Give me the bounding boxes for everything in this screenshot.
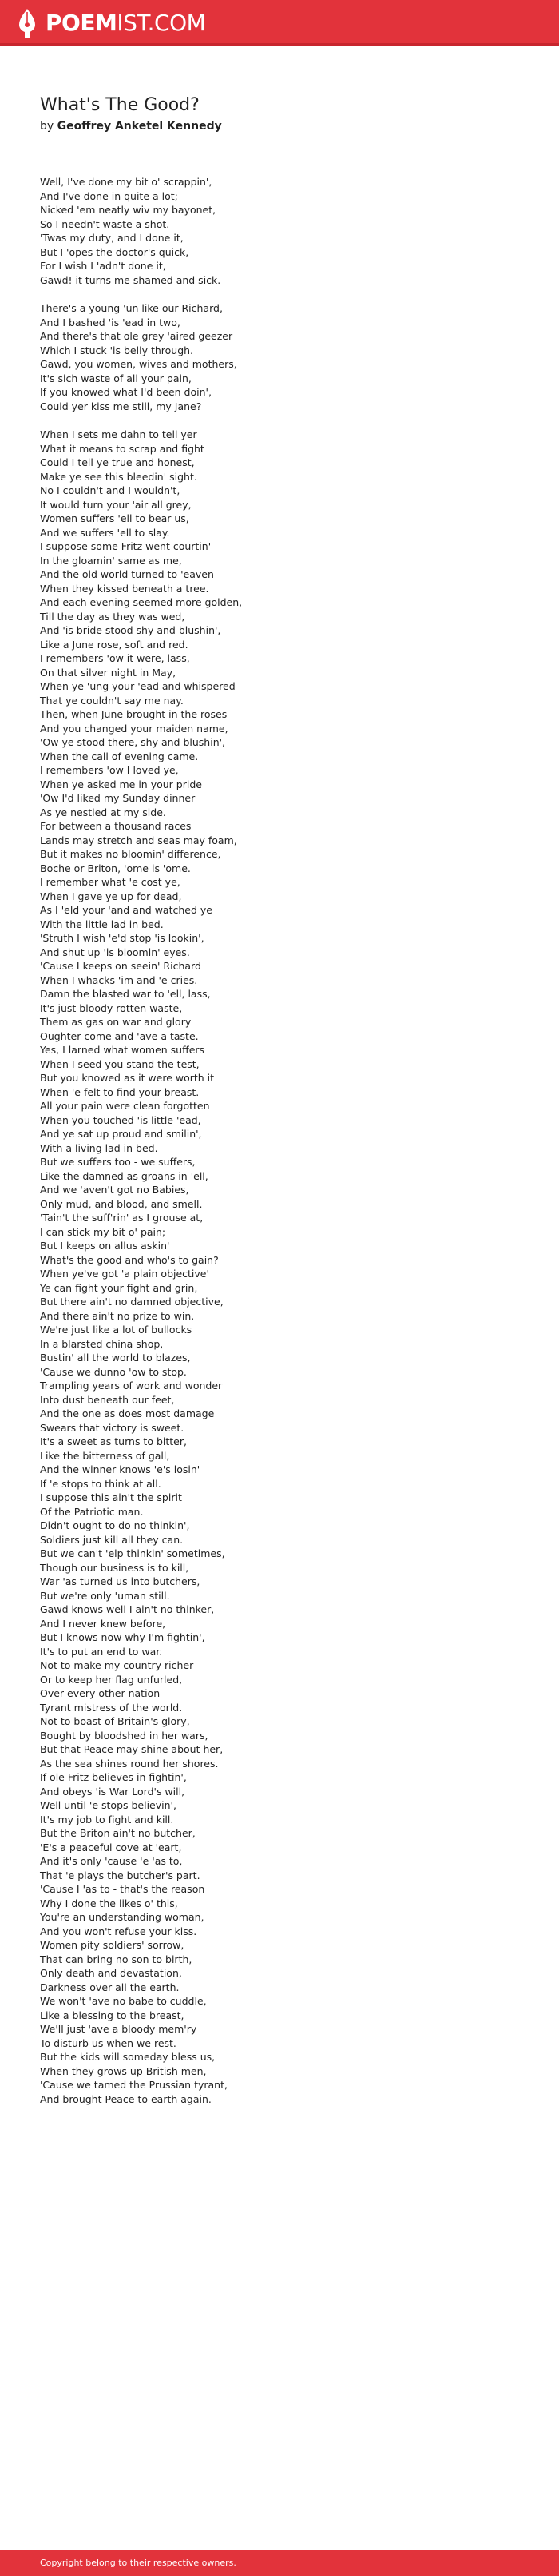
poem-line: I remember what 'e cost ye, xyxy=(40,876,180,888)
poem-line: Like the damned as groans in 'ell, xyxy=(40,1169,208,1182)
poem-line: But it makes no bloomin' difference, xyxy=(40,848,221,860)
poem-line: Into dust beneath our feet, xyxy=(40,1393,175,1406)
poem-line: 'Cause I 'as to - that's the reason xyxy=(40,1883,205,1895)
poem-line: That ye couldn't say me nay. xyxy=(40,694,184,707)
poem-line: 'Twas my duty, and I done it, xyxy=(40,232,184,244)
poem-line: All your pain were clean forgotten xyxy=(40,1100,210,1112)
poem-line: 'Struth I wish 'e'd stop 'is lookin', xyxy=(40,932,204,944)
poem-line: That 'e plays the butcher's part. xyxy=(40,1869,200,1881)
poem-line: We'll just 'ave a bloody mem'ry xyxy=(40,2023,197,2035)
poem-line: We're just like a lot of bullocks xyxy=(40,1324,192,1336)
poem-line: And there's that ole grey 'aired geezer xyxy=(40,330,233,342)
poem-line: When the call of evening came. xyxy=(40,750,199,762)
poem-line: With the little lad in bed. xyxy=(40,918,164,930)
poem-line: Like the bitterness of gall, xyxy=(40,1449,170,1462)
poem-line: Gawd knows well I ain't no thinker, xyxy=(40,1603,215,1615)
poem-line: I suppose this ain't the spirit xyxy=(40,1491,182,1503)
poem-line: Darkness over all the earth. xyxy=(40,1981,180,1993)
poem-line: As ye nestled at my side. xyxy=(40,806,166,818)
poem-line: It's sich waste of all your pain, xyxy=(40,372,192,384)
logo-text-light: IST.COM xyxy=(117,10,206,36)
fountain-pen-nib-icon xyxy=(17,8,38,38)
poem-line: 'Ow ye stood there, shy and blushin', xyxy=(40,736,226,748)
poem-line: Could I tell ye true and honest, xyxy=(40,456,195,468)
poem-line: Bustin' all the world to blazes, xyxy=(40,1352,191,1364)
poem-line: When I gave ye up for dead, xyxy=(40,890,182,902)
poem-line: If 'e stops to think at all. xyxy=(40,1477,161,1490)
poem-line: Like a blessing to the breast, xyxy=(40,2009,184,2021)
poem-line: Boche or Briton, 'ome is 'ome. xyxy=(40,862,191,874)
poem-line: For between a thousand races xyxy=(40,820,192,832)
poem-line: Oughter come and 'ave a taste. xyxy=(40,1029,199,1042)
poem-line: Well, I've done my bit o' scrappin', xyxy=(40,176,212,188)
poem-line: Yes, I larned what women suffers xyxy=(40,1044,205,1056)
poem-line: But we're only 'uman still. xyxy=(40,1589,170,1602)
poem-line: And we 'aven't got no Babies, xyxy=(40,1184,189,1196)
poem-stanza xyxy=(40,428,535,2106)
poem-line: I suppose some Fritz went courtin' xyxy=(40,540,212,552)
poem-line: Them as gas on war and glory xyxy=(40,1016,192,1028)
poem-line: And it's only 'cause 'e 'as to, xyxy=(40,1855,183,1867)
poem-line: If ole Fritz believes in fightin', xyxy=(40,1771,187,1783)
poem-line: When I whacks 'im and 'e cries. xyxy=(40,973,198,986)
poem-line: And we suffers 'ell to slay. xyxy=(40,526,170,539)
poem-line: And the one as does most damage xyxy=(40,1407,215,1419)
poem-line: For I wish I 'adn't done it, xyxy=(40,260,166,272)
poem-line: So I needn't waste a shot. xyxy=(40,217,170,230)
poem-line: And each evening seemed more golden, xyxy=(40,596,243,608)
poem-line: As I 'eld your 'and and watched ye xyxy=(40,904,212,916)
poem-line: Or to keep her flag unfurled, xyxy=(40,1673,183,1686)
poem-line: As the sea shines round her shores. xyxy=(40,1757,219,1770)
poem-line: But I 'opes the doctor's quick, xyxy=(40,245,189,258)
logo-text-bold: POEM xyxy=(46,10,117,36)
poem-line: On that silver night in May, xyxy=(40,666,176,679)
poem-line: When I seed you stand the test, xyxy=(40,1057,200,1070)
poem-line: What's the good and who's to gain? xyxy=(40,1253,219,1266)
poem-line: Then, when June brought in the roses xyxy=(40,708,228,720)
poem-line: And the old world turned to 'eaven xyxy=(40,568,214,580)
poem-line: But we can't 'elp thinkin' sometimes, xyxy=(40,1547,225,1559)
poem-line: Only mud, and blood, and smell. xyxy=(40,1197,203,1210)
poem-line: But you knowed as it were worth it xyxy=(40,1072,215,1084)
poem-line: To disturb us when we rest. xyxy=(40,2037,176,2049)
poem-line: That can bring no son to birth, xyxy=(40,1953,192,1965)
poem-line: Didn't ought to do no thinkin', xyxy=(40,1519,190,1531)
site-logo[interactable] xyxy=(17,7,205,39)
poem-line: You're an understanding woman, xyxy=(40,1911,204,1923)
poem-line: When 'e felt to find your breast. xyxy=(40,1085,200,1098)
poem-line: And ye sat up proud and smilin', xyxy=(40,1128,202,1140)
poem-line: I can stick my bit o' pain; xyxy=(40,1225,166,1238)
poem-byline xyxy=(40,118,222,134)
poem-line: When ye 'ung your 'ead and whispered xyxy=(40,680,236,692)
poem-line: When you touched 'is little 'ead, xyxy=(40,1113,201,1126)
poem-line: We won't 'ave no babe to cuddle, xyxy=(40,1995,207,2007)
poem-line: Lands may stretch and seas may foam, xyxy=(40,834,237,846)
poem-line: What it means to scrap and fight xyxy=(40,442,204,455)
poem-line: 'Cause we tamed the Prussian tyrant, xyxy=(40,2079,228,2091)
poem-line: 'Tain't the suff'rin' as I grouse at, xyxy=(40,1212,204,1224)
poem-line: And 'is bride stood shy and blushin', xyxy=(40,624,221,636)
poem-line: In the gloamin' same as me, xyxy=(40,554,182,567)
poem-line: And obeys 'is War Lord's will, xyxy=(40,1785,185,1798)
poem-line: Damn the blasted war to 'ell, lass, xyxy=(40,988,211,1000)
poem-line: Like a June rose, soft and red. xyxy=(40,638,188,651)
poem-title: What's The Good? xyxy=(40,95,200,115)
poem-line: But the Briton ain't no butcher, xyxy=(40,1827,196,1839)
poem-line: Gawd! it turns me shamed and sick. xyxy=(40,273,221,286)
poem-line: When I sets me dahn to tell yer xyxy=(40,428,197,440)
poem-line: But I keeps on allus askin' xyxy=(40,1240,170,1252)
poem-line: Ye can fight your fight and grin, xyxy=(40,1281,198,1294)
by-label: by xyxy=(40,120,54,133)
poem-line: Women pity soldiers' sorrow, xyxy=(40,1939,184,1951)
poem-line: And I never knew before, xyxy=(40,1617,166,1630)
poem-line: Till the day as they was wed, xyxy=(40,610,185,623)
poem-line: It's a sweet as turns to bitter, xyxy=(40,1435,187,1447)
copyright-notice: Copyright belong to their respective owners. xyxy=(40,2558,236,2568)
poem-line: And you changed your maiden name, xyxy=(40,722,228,735)
poem-line: Could yer kiss me still, my Jane? xyxy=(40,400,202,412)
poem-line: And brought Peace to earth again. xyxy=(40,2092,212,2105)
poem-line: Though our business is to kill, xyxy=(40,1561,189,1574)
poem-line: And the winner knows 'e's losin' xyxy=(40,1463,200,1475)
poem-line: Bought by bloodshed in her wars, xyxy=(40,1729,208,1742)
poem-line: And there ain't no prize to win. xyxy=(40,1309,195,1322)
poem-body xyxy=(40,175,535,2120)
poem-line: Tyrant mistress of the world. xyxy=(40,1701,183,1714)
poem-line: But we suffers too - we suffers, xyxy=(40,1156,196,1168)
poem-line: And I've done in quite a lot; xyxy=(40,189,178,202)
poem-stanza xyxy=(40,301,535,413)
poem-line: 'Cause we dunno 'ow to stop. xyxy=(40,1365,187,1378)
poem-line: Over every other nation xyxy=(40,1687,161,1699)
poem-line: Nicked 'em neatly wiv my bayonet, xyxy=(40,204,216,216)
poem-line: When ye've got 'a plain objective' xyxy=(40,1268,209,1280)
poem-line: 'Ow I'd liked my Sunday dinner xyxy=(40,792,196,804)
poem-line: When they grows up British men, xyxy=(40,2064,207,2077)
poem-line: Make ye see this bleedin' sight. xyxy=(40,470,197,483)
poem-line: Not to boast of Britain's glory, xyxy=(40,1715,190,1727)
poem-line: Which I stuck 'is belly through. xyxy=(40,344,194,356)
poem-stanza xyxy=(40,175,535,287)
poem-line: Swears that victory is sweet. xyxy=(40,1421,184,1434)
poem-line: Only death and devastation, xyxy=(40,1967,182,1979)
poem-line: And shut up 'is bloomin' eyes. xyxy=(40,946,190,958)
poem-line: Not to make my country richer xyxy=(40,1659,194,1671)
poem-line: It would turn your 'air all grey, xyxy=(40,498,192,511)
poem-line: War 'as turned us into butchers, xyxy=(40,1575,200,1587)
site-footer xyxy=(0,2550,559,2576)
poem-line: 'E's a peaceful cove at 'eart, xyxy=(40,1841,182,1853)
poem-line: But there ain't no damned objective, xyxy=(40,1296,224,1308)
poem-line: When they kissed beneath a tree. xyxy=(40,582,209,595)
author-link[interactable]: Geoffrey Anketel Kennedy xyxy=(57,120,222,133)
poem-line: Trampling years of work and wonder xyxy=(40,1380,223,1392)
poem-line: It's to put an end to war. xyxy=(40,1645,163,1658)
poem-line: Gawd, you women, wives and mothers, xyxy=(40,358,237,370)
poem-line: But I knows now why I'm fightin', xyxy=(40,1631,205,1643)
poem-line: 'Cause I keeps on seein' Richard xyxy=(40,960,201,972)
poem-line: There's a young 'un like our Richard, xyxy=(40,302,223,314)
poem-line: I remembers 'ow it were, lass, xyxy=(40,652,190,664)
poem-line: I remembers 'ow I loved ye, xyxy=(40,764,179,776)
poem-line: If you knowed what I'd been doin', xyxy=(40,386,212,398)
poem-line: Well until 'e stops believin', xyxy=(40,1799,176,1811)
poem-line: Why I done the likes o' this, xyxy=(40,1897,178,1909)
poem-line: It's just bloody rotten waste, xyxy=(40,1001,183,1014)
poem-line: Of the Patriotic man. xyxy=(40,1505,144,1518)
poem-line: In a blarsted china shop, xyxy=(40,1337,164,1350)
site-header xyxy=(0,0,559,46)
poem-line: But that Peace may shine about her, xyxy=(40,1743,224,1755)
site-logo-text xyxy=(46,7,205,39)
poem-line: No I couldn't and I wouldn't, xyxy=(40,484,180,496)
poem-line: With a living lad in bed. xyxy=(40,1141,158,1154)
poem-line: And I bashed 'is 'ead in two, xyxy=(40,316,180,328)
poem-line: But the kids will someday bless us, xyxy=(40,2051,216,2063)
poem-line: When ye asked me in your pride xyxy=(40,778,202,790)
poem-line: And you won't refuse your kiss. xyxy=(40,1925,197,1937)
poem-line: It's my job to fight and kill. xyxy=(40,1813,174,1825)
poem-line: Soldiers just kill all they can. xyxy=(40,1533,184,1546)
poem-line: Women suffers 'ell to bear us, xyxy=(40,512,189,524)
